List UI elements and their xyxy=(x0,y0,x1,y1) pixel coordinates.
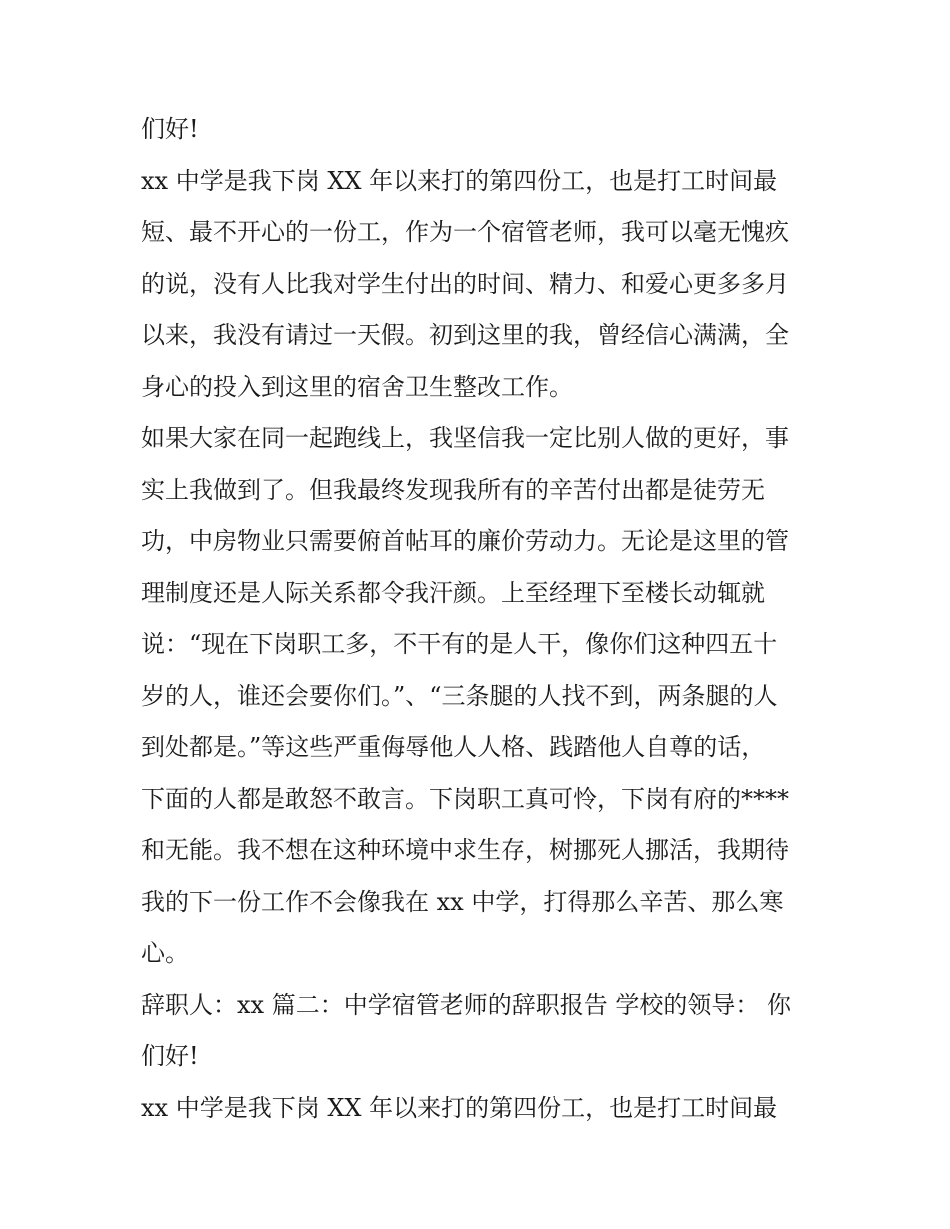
text-line: 辞职人：xx 篇二：中学宿管老师的辞职报告 学校的领导： 你 xyxy=(141,990,791,1019)
text-line: 说：“现在下岗职工多，不干有的是人干，像你们这种四五十 xyxy=(141,630,778,658)
text-line: 功，中房物业只需要俯首帖耳的廉价劳动力。无论是这里的管 xyxy=(141,527,789,555)
text-line: 岁的人，谁还会要你们。”、“三条腿的人找不到，两条腿的人 xyxy=(141,681,778,710)
text-line: 理制度还是人际关系都令我汗颜。上至经理下至楼长动辄就 xyxy=(141,578,765,607)
text-line: 如果大家在同一起跑线上，我坚信我一定比别人做的更好，事 xyxy=(141,424,789,452)
text-line: xx 中学是我下岗 XX 年以来打的第四份工，也是打工时间最 xyxy=(141,166,778,195)
text-line: 和无能。我不想在这种环境中求生存，树挪死人挪活，我期待 xyxy=(141,836,789,864)
text-line: 心。 xyxy=(141,939,189,967)
text-line: 们好! xyxy=(141,115,199,143)
text-line: 到处都是。”等这些严重侮辱他人人格、践踏他人自尊的话， xyxy=(141,733,766,761)
text-line: 短、最不开心的一份工，作为一个宿管老师，我可以毫无愧疚 xyxy=(141,218,789,246)
text-line: 我的下一份工作不会像我在 xx 中学，打得那么辛苦、那么寒 xyxy=(141,887,784,916)
text-line: 的说，没有人比我对学生付出的时间、精力、和爱心更多多月 xyxy=(141,269,789,298)
text-line: 下面的人都是敢怒不敢言。下岗职工真可怜，下岗有府的**** xyxy=(141,784,789,813)
text-line: 身心的投入到这里的宿舍卫生整改工作。 xyxy=(141,372,573,401)
text-line: xx 中学是我下岗 XX 年以来打的第四份工，也是打工时间最 xyxy=(141,1093,778,1122)
text-line: 实上我做到了。但我最终发现我所有的辛苦付出都是徒劳无 xyxy=(141,475,765,504)
text-line: 们好! xyxy=(141,1042,199,1070)
document-body xyxy=(141,104,821,1134)
text-line: 以来，我没有请过一天假。初到这里的我，曾经信心满满，全 xyxy=(141,321,789,349)
